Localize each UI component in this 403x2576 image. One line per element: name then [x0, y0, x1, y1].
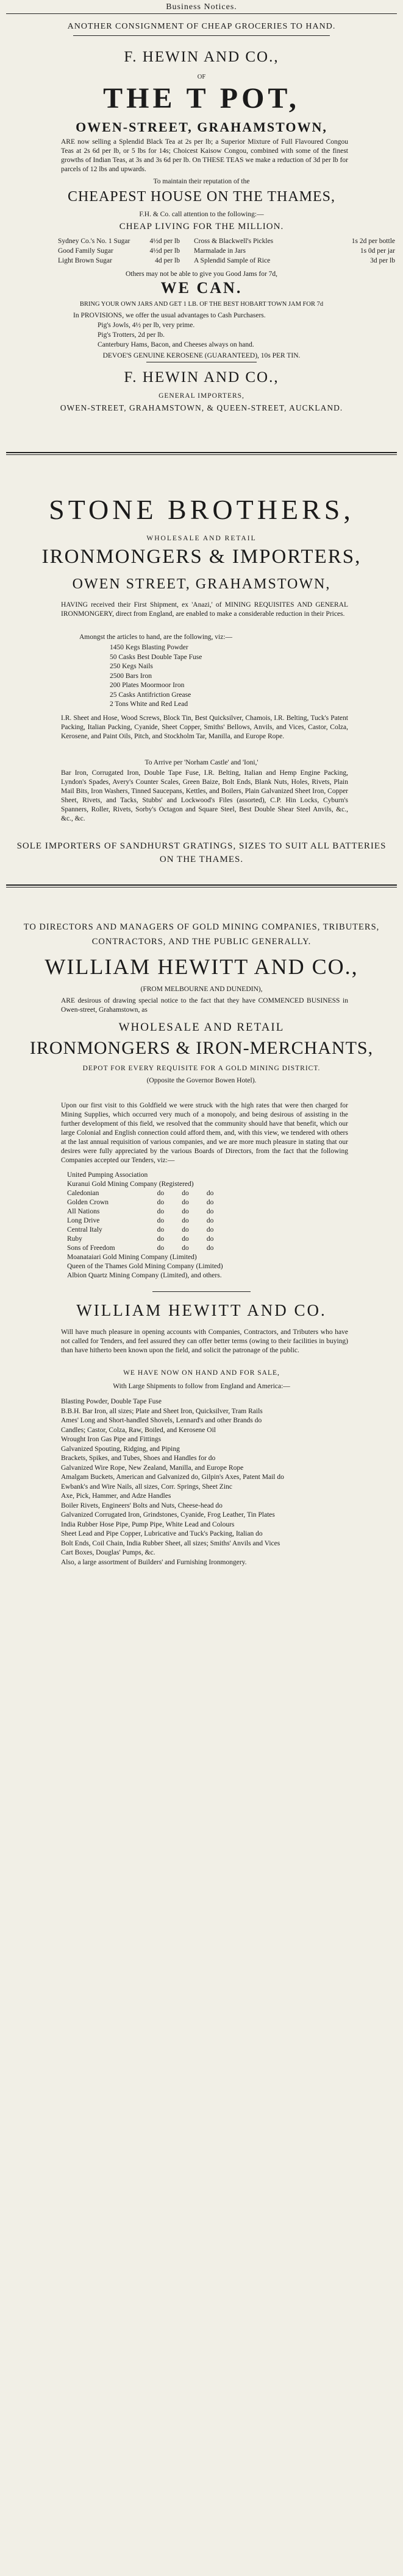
hewitt-opposite: (Opposite the Governor Bowen Hotel). [146, 1077, 257, 1084]
list-item: 50 Casks Best Double Tape Fuse [110, 653, 202, 661]
list-item: Galvanized Spouting, Ridging, and Piping [61, 1445, 180, 1453]
table-row: All Nations do do do [67, 1208, 214, 1215]
list-item: Candles; Castor, Colza, Raw, Boiled, and Kerosene Oil [61, 1426, 216, 1434]
list-item: Cross & Blackwell's Pickles 1s 2d per bottle [194, 238, 395, 245]
hewitt-name-2: WILLIAM HEWITT AND CO. [76, 1301, 327, 1319]
stone-para1: I.R. Sheet and Hose, Wood Screws, Block Tin, Best Quicksilver, Chamois, I.R. Belting, Tuck's Patent Packing, Italian Packing, Cyanide, Sheet Copper, Smiths' Bellows, Anvils, and Vices, Castor, Colza, Kerosene, and Paint Oils, Pitch, and Stockholm Tar, Manilla, and Europe Rope. [61, 715, 348, 740]
list-item: Good Family Sugar 4½d per lb [58, 247, 180, 255]
stone-amongst: Amongst the articles to hand, are the following, viz:— [79, 633, 233, 641]
table-row: Golden Crown do do do [67, 1199, 214, 1206]
table-row: Sons of Freedom do do do [67, 1244, 214, 1252]
list-item: 2500 Bars Iron [110, 672, 152, 680]
hewin-banner: ANOTHER CONSIGNMENT OF CHEAP GROCERIES TO HAND. [67, 22, 336, 31]
hewin-provisions: In PROVISIONS, we offer the usual advantages to Cash Purchasers. Pig's Jowls, 4½ per lb, very prime. Pig's Trotters, 2d per lb. Canterbury Hams, Bacon, and Cheeses always on hand. [73, 312, 266, 348]
hewitt-name: WILLIAM HEWITT AND CO., [45, 955, 358, 979]
table-row: Kuranui Gold Mining Company (Registered) [67, 1180, 194, 1188]
hewitt-wehave: WE HAVE NOW ON HAND AND FOR SALE, [123, 1369, 280, 1377]
list-item: 200 Plates Moormoor Iron [110, 682, 185, 689]
list-item: Light Brown Sugar 4d per lb [58, 257, 180, 264]
stone-name: STONE BROTHERS, [49, 494, 354, 525]
table-row: Long Drive do do do [67, 1217, 214, 1224]
hewin-we-can: WE CAN. [160, 279, 243, 297]
hewin-others: Others may not be able to give you Good Jams for 7d, [125, 270, 278, 278]
hewitt-depot: DEPOT FOR EVERY REQUISITE FOR A GOLD MINING DISTRICT. [82, 1065, 321, 1072]
hewitt-iron: IRONMONGERS & IRON-MERCHANTS, [29, 1038, 374, 1058]
list-item: 2 Tons White and Red Lead [110, 700, 188, 708]
section-rule [6, 454, 397, 455]
stone-para2: Bar Iron, Corrugated Iron, Double Tape Fuse, I.R. Belting, Italian and Hemp Engine Packing, Lyndon's Spades, Avery's Counter Scales, Green Baize, Bolt Ends, Blank Nuts, Holes, Rivets, Plain Mail Bits, Iron Washers, Tinned Saucepans, Kettles, and Boilers, Plain Galvanized Sheet Iron, Copper Sheet, Rivets, and Tacks, Stubbs' and Lockwood's Files (assorted), C.P. Hin Locks, Cyburn's Spanners, Roller, Rivets, Sorby's Octagon and Square Steel, Best Double Shear Steel Anvils, &c., &c., &c. [61, 769, 348, 822]
hewin-address-footer: OWEN-STREET, GRAHAMSTOWN, & QUEEN-STREET, AUCKLAND. [60, 403, 343, 412]
hewin-cheap-living: CHEAP LIVING FOR THE MILLION. [119, 222, 284, 231]
hewin-firm: F. HEWIN AND CO., [124, 49, 279, 65]
page-header: Business Notices. [166, 2, 237, 12]
hewitt-wr: WHOLESALE AND RETAIL [118, 1021, 285, 1034]
hewitt-para: Upon our first visit to this Goldfield we were struck with the high rates that were then charged for Mining Supplies, which occurred very much of a monopoly, and being desirous of assisting in the further development of this field, we resolved that the community should have that benefit, which our large Colonial and English connection could afford them, and, with this view, we tendered with others at the last annual requisition of various companies, and we are more much pleasure in stating that our desires were fully appreciated by the various Boards of Directors, from the fact that the following Companies accepted our Tenders, viz:— [61, 1102, 348, 1164]
stone-items [110, 643, 202, 710]
hewitt-to: TO DIRECTORS AND MANAGERS OF GOLD MINING COMPANIES, TRIBUTERS, CONTRACTORS, AND THE PUBLIC GENERALLY. [23, 922, 380, 947]
header-rule [6, 13, 397, 14]
table-row: United Pumping Association [67, 1171, 148, 1179]
stone-intro: HAVING received their First Shipment, ex 'Anazi,' of MINING REQUISITES AND GENERAL IRONMONGERY, direct from England, are enabled to make a considerable reduction in their Prices. [61, 601, 348, 618]
hewin-right-list [194, 236, 395, 266]
section-rule [6, 452, 397, 453]
hewitt-divider [152, 1291, 251, 1292]
hewin-attention: F.H. & Co. call attention to the following:— [139, 211, 264, 218]
table-row: Albion Quartz Mining Company (Limited), and others. [67, 1272, 222, 1279]
hewin-role: GENERAL IMPORTERS, [159, 392, 244, 400]
hewin-signature [0, 365, 403, 439]
list-item: Also, a large assortment of Builders' and Furnishing Ironmongery. [61, 1558, 247, 1566]
list-item: A Splendid Sample of Rice 3d per lb [194, 257, 395, 264]
hewitt-desirous: ARE desirous of drawing special notice to the fact that they have COMMENCED BUSINESS in Owen-street, Grahamstown, as [61, 997, 348, 1014]
stone-arrive: To Arrive per 'Norham Castle' and 'Ioni,' [144, 759, 259, 766]
list-item: Ewbank's and Wire Nails, all sizes, Corr. Springs, Sheet Zinc [61, 1483, 232, 1491]
hewitt-will: Will have much pleasure in opening accounts with Companies, Contractors, and Tributers who have not called for Tenders, and feel assured they can offer better terms (owing to their facilities in buying) than have hitherto been known upon the field, and solicit the patronage of the public. [61, 1329, 348, 1354]
list-item: Amalgam Buckets, American and Galvanized do, Gilpin's Axes, Patent Mail do [61, 1473, 284, 1481]
section-rule [6, 884, 397, 886]
hewitt-from: (FROM MELBOURNE AND DUNEDIN), [140, 986, 263, 993]
list-item: Wrought Iron Gas Pipe and Fittings [61, 1436, 162, 1443]
list-item: Galvanized Wire Rope, New Zealand, Manilla, and Europe Rope [61, 1464, 244, 1472]
hewin-cheapest: CHEAPEST HOUSE ON THE THAMES, [67, 189, 336, 205]
hewitt-large: With Large Shipments to follow from England and America:— [113, 1383, 290, 1390]
list-item: B.B.H. Bar Iron, all sizes; Plate and Sheet Iron, Quicksilver, Tram Rails [61, 1407, 263, 1415]
list-item: 1450 Kegs Blasting Powder [110, 644, 188, 651]
list-item: Sydney Co.'s No. 1 Sugar 4½d per lb [58, 238, 180, 245]
stone-address: OWEN STREET, GRAHAMSTOWN, [72, 576, 331, 592]
list-item: 250 Kegs Nails [110, 663, 153, 670]
table-row: Moanataiari Gold Mining Company (Limited) [67, 1254, 197, 1261]
list-item: Ames' Long and Short-handled Shovels, Lennard's and other Brands do [61, 1417, 262, 1424]
hewin-of: OF [197, 74, 206, 80]
stone-sub: WHOLESALE AND RETAIL [146, 535, 257, 542]
list-item: Brackets, Spikes, and Tubes, Shoes and Handles for do [61, 1455, 216, 1462]
list-item: 25 Casks Antifriction Grease [110, 691, 191, 699]
hewitt-companies [67, 1171, 232, 1280]
table-row: Ruby do do do [67, 1235, 214, 1243]
table-row: Central Italy do do do [67, 1226, 214, 1233]
hewin-kerosene: DEVOE'S GENUINE KEROSENE (GUARANTEED), 10s PER TIN. [102, 352, 301, 359]
hewin-intro: ARE now selling a Splendid Black Tea at 2s per lb; a Superior Mixture of Full Flavoured Congou Teas at 2s 6d per lb, or 5 lbs for 14s; Choicest Kaisow Congou, combined with some of the finest growths of Indian Teas, at 3s and 3s 6d per lb. On THESE TEAS we make a reduction of 3d per lb for parcels of 12 lbs and upwards. [61, 138, 348, 173]
hewin-bring: BRING YOUR OWN JARS AND GET 1 LB. OF THE BEST HOBART TOWN JAM FOR 7d [79, 301, 324, 308]
list-item: Blasting Powder, Double Tape Fuse [61, 1398, 162, 1405]
stone-sole: SOLE IMPORTERS OF SANDHURST GRATINGS, SIZES TO SUIT ALL BATTERIES ON THE THAMES. [16, 841, 387, 864]
hewin-maintain: To maintain their reputation of the [153, 178, 250, 185]
list-item: Boiler Rivets, Engineers' Bolts and Nuts, Cheese-head do [61, 1501, 223, 1509]
list-item: Axe, Pick, Hammer, and Adze Handles [61, 1492, 171, 1500]
list-item: Sheet Lead and Pipe Copper, Lubricative and Tuck's Packing, Italian do [61, 1530, 263, 1537]
hewin-left-list [58, 236, 180, 266]
stone-title: IRONMONGERS & IMPORTERS, [41, 546, 362, 568]
list-item: Marmalade in Jars 1s 0d per jar [194, 247, 395, 255]
hewin-short-rule [73, 35, 330, 36]
hewitt-advertisement [0, 895, 403, 2571]
hewitt-stock [61, 1397, 348, 1567]
table-row: Caledonian do do do [67, 1190, 214, 1197]
list-item: Bolt Ends, Coil Chain, India Rubber Sheet, all sizes; Smiths' Anvils and Vices [61, 1539, 280, 1547]
hewin-address: OWEN-STREET, GRAHAMSTOWN, [76, 119, 327, 135]
list-item: Cart Boxes, Douglas' Pumps, &c. [61, 1549, 155, 1556]
list-item: Galvanized Corrugated Iron, Grindstones, Cyanide, Frog Leather, Tin Plates [61, 1511, 275, 1519]
list-item: India Rubber Hose Pipe, Pump Pipe, White Lead and Colours [61, 1520, 235, 1528]
hewin-shop-name: THE T POT, [103, 82, 300, 115]
hewin-firm-footer: F. HEWIN AND CO., [124, 369, 279, 386]
table-row: Queen of the Thames Gold Mining Company (Limited) [67, 1263, 223, 1270]
hewin-advertisement [0, 17, 403, 378]
